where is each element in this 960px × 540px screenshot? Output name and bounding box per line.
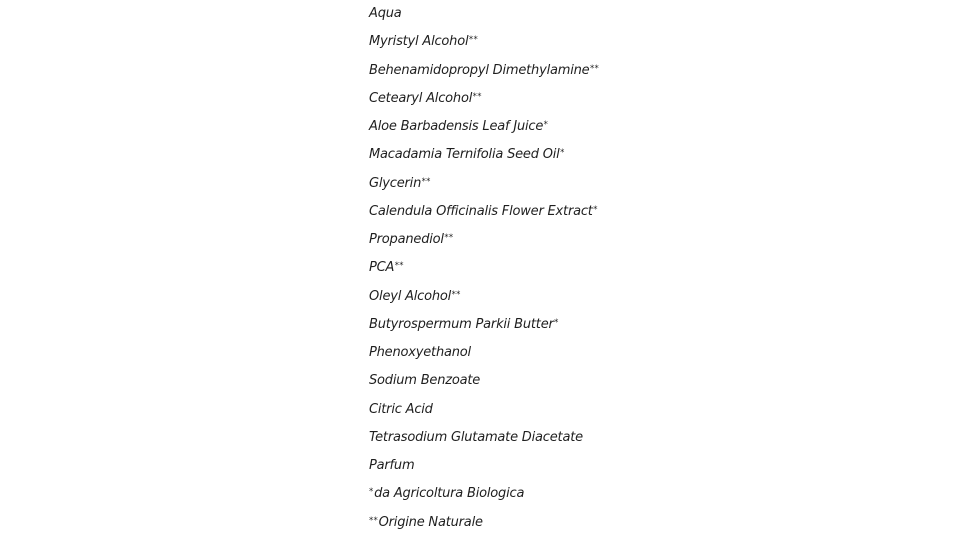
ingredient-name: Sodium Benzoate: [369, 373, 481, 389]
ingredient-name: Tetrasodium Glutamate Diacetate: [369, 429, 583, 445]
ingredient-item: [369, 0, 599, 28]
ingredient-item: [369, 367, 599, 395]
ingredient-item: [369, 170, 599, 198]
ingredient-name: Glycerin: [369, 175, 422, 191]
footnote-mark: **: [421, 176, 431, 187]
ingredient-item: [369, 339, 599, 367]
ingredient-item: [369, 28, 599, 56]
footnote-mark: **: [468, 35, 478, 46]
footnote-mark: **: [444, 233, 454, 243]
ingredient-name: Aqua: [369, 6, 402, 21]
ingredient-item: [369, 311, 599, 339]
ingredient-item: [369, 254, 599, 282]
ingredient-name: Parfum: [369, 458, 415, 473]
ingredient-name: PCA: [369, 260, 395, 276]
ingredient-list: [369, 0, 599, 537]
ingredient-name: Citric Acid: [369, 401, 433, 417]
ingredient-item: [369, 424, 599, 452]
ingredient-name: Oleyl Alcohol: [369, 288, 452, 304]
ingredient-name: Propanediol: [369, 232, 444, 247]
ingredient-name: Macadamia Ternifolia Seed Oil: [369, 147, 560, 163]
footnote-mark: **: [472, 91, 482, 102]
legend-text: Origine Naturale: [378, 514, 483, 530]
ingredient-item: [369, 141, 599, 169]
footnote-mark: **: [451, 289, 461, 300]
footnote-mark: **: [369, 515, 379, 526]
ingredient-name: Cetearyl Alcohol: [369, 90, 473, 106]
ingredient-name: Phenoxyethanol: [369, 345, 471, 360]
ingredient-item: [369, 396, 599, 424]
ingredient-item: [369, 452, 599, 480]
ingredient-item: [369, 113, 599, 141]
ingredient-name: Myristyl Alcohol: [369, 34, 469, 50]
ingredient-item: [369, 198, 599, 226]
ingredient-name: Aloe Barbadensis Leaf Juice: [369, 119, 544, 134]
ingredient-item: [369, 226, 599, 254]
ingredient-name: Calendula Officinalis Flower Extract: [369, 203, 593, 219]
footnote-mark: *: [369, 487, 374, 498]
footnote-mark: **: [394, 261, 404, 272]
legend-natural: [369, 509, 599, 537]
legend-text: da Agricoltura Biologica: [374, 486, 525, 502]
ingredient-item: [369, 85, 599, 113]
footnote-mark: *: [554, 317, 559, 328]
footnote-mark: *: [560, 148, 565, 159]
footnote-mark: **: [590, 63, 600, 74]
ingredient-item: [369, 283, 599, 311]
ingredient-item: [369, 57, 599, 85]
footnote-mark: *: [543, 120, 549, 130]
footnote-mark: *: [593, 204, 598, 215]
ingredient-name: Butyrospermum Parkii Butter: [369, 316, 554, 332]
ingredient-name: Behenamidopropyl Dimethylamine: [369, 62, 590, 78]
legend-organic: [369, 480, 599, 508]
